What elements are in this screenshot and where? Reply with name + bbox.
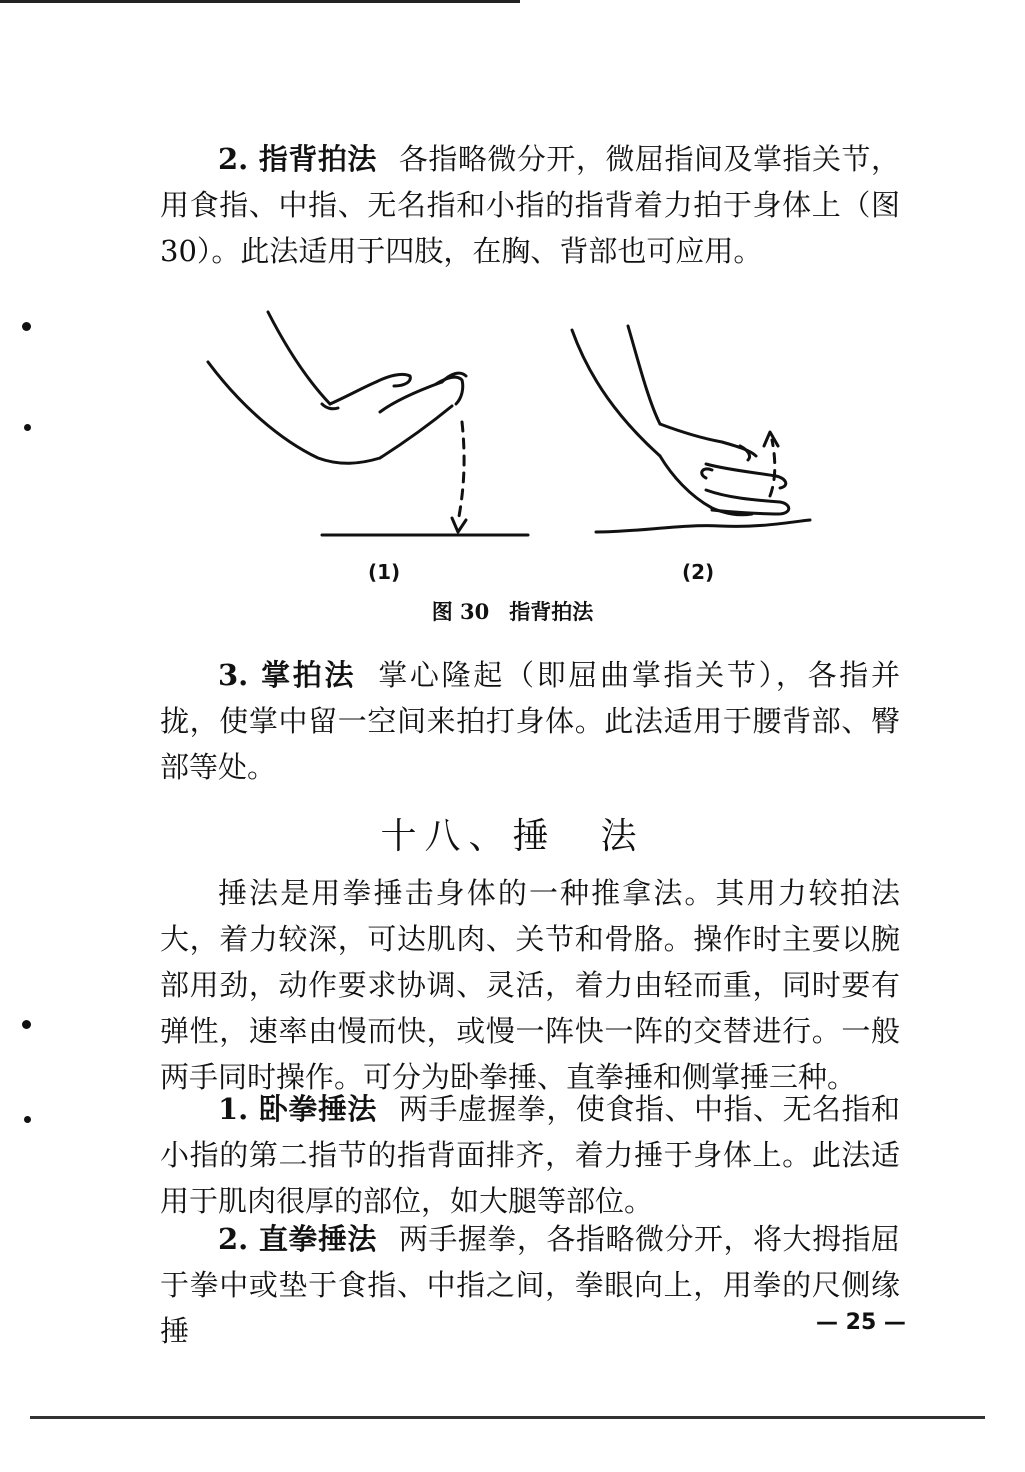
paragraph-body: 两手握拳，各指略微分开，将大拇指屈于拳中或垫于食指、中指之间，拳眼向上，用拳的尺侧缘捶 [160,1222,900,1348]
figure-label-2: (2) [682,560,715,584]
paragraph-body: 两手虚握拳，使食指、中指、无名指和小指的第二指节的指背面排齐，着力捶于身体上。此法适用于肌肉很厚的部位，如大腿等部位。 [160,1092,900,1218]
paragraph-lying-fist [160,1086,900,1224]
paragraph-pounding-intro: 捶法是用拳捶击身体的一种推拿法。其用力较拍法大，着力较深，可达肌肉、关节和骨胳。操作时主要以腕部用劲，动作要求协调、灵活，着力由轻而重，同时要有弹性，速率由慢而快，或慢一阵快一阵的交替进行。一般两手同时操作。可分为卧拳捶、直拳捶和侧掌捶三种。 [160,876,900,1094]
paragraph-finger-back-patting [160,136,900,274]
subheading-lying-fist: 1. 卧拳捶法 [218,1092,377,1126]
figure-caption-title: 指背拍法 [509,599,594,624]
margin-dot [22,1020,31,1029]
hand-illustration-1 [208,312,466,463]
margin-dot [24,1116,31,1123]
downward-arrow-1 [458,422,464,522]
figure-30-illustration [0,300,1025,560]
paragraph-body: 各指略微分开，微屈指间及掌指关节，用食指、中指、无名指和小指的指背着力拍于身体上（图30）。此法适用于四肢，在胸、背部也可应用。 [160,142,900,268]
subheading-palm-patting: 3. 掌拍法 [218,658,357,692]
hand-illustration-2 [572,326,789,515]
subheading-straight-fist: 2. 直拳捶法 [218,1222,377,1256]
section-heading: 十八、捶 法 [380,816,645,857]
figure-label-1: (1) [368,560,401,584]
figure-caption-number: 图 30 [431,599,490,624]
bottom-scan-rule [30,1416,985,1419]
subheading-finger-back-patting: 2. 指背拍法 [218,142,377,176]
paragraph-palm-patting [160,652,900,790]
page-number: — 25 — [816,1310,906,1335]
body-surface-2 [596,520,810,532]
paragraph-body: 掌心隆起（即屈曲掌指关节），各指并拢，使掌中留一空间来拍打身体。此法适用于腰背部、臀部等处。 [160,658,900,784]
upward-arrow-2 [770,440,775,496]
figure-caption [0,596,1025,626]
top-scan-rule [0,0,520,3]
arrowhead-down [452,518,466,532]
paragraph-straight-fist [160,1216,900,1354]
